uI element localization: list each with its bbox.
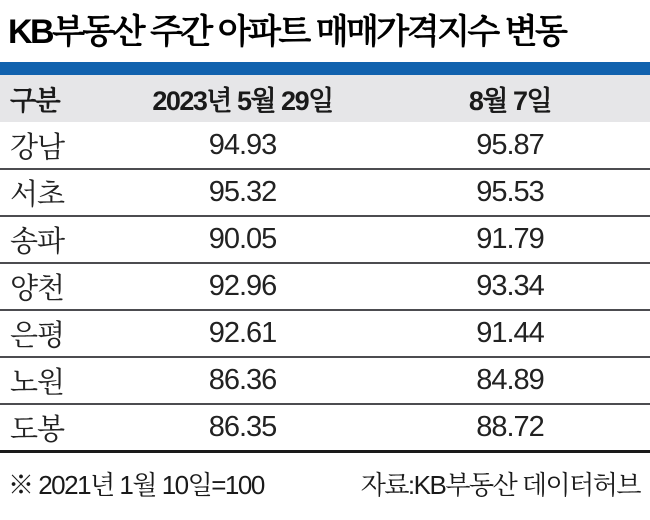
table-header — [0, 75, 650, 122]
index-value-aug7: 84.89 — [476, 364, 544, 396]
district-label: 송파 — [10, 226, 65, 258]
index-value-may29: 95.32 — [208, 176, 277, 208]
table-row — [0, 169, 650, 216]
accent-bar — [0, 62, 650, 75]
table-row — [0, 357, 650, 404]
district-label: 서초 — [10, 179, 65, 211]
index-value-may29: 92.96 — [208, 270, 277, 302]
table-row — [0, 263, 650, 310]
table-row — [0, 122, 650, 169]
district-label: 도봉 — [10, 413, 65, 446]
table-row — [0, 310, 650, 357]
district-label: 은평 — [10, 320, 65, 352]
district-label: 노원 — [10, 367, 65, 399]
district-label: 강남 — [10, 131, 65, 164]
table-row — [0, 216, 650, 263]
column-header-category: 구분 — [10, 86, 60, 116]
index-value-aug7: 88.72 — [476, 410, 544, 443]
column-header-aug7: 8월 7일 — [468, 86, 552, 116]
table-header-row — [0, 75, 650, 122]
column-header-may29: 2023년 5월 29일 — [152, 86, 333, 116]
table-body — [0, 122, 650, 451]
index-value-may29: 94.93 — [208, 128, 277, 161]
index-value-aug7: 93.34 — [476, 270, 544, 302]
page-title: KB부동산 주간 아파트 매매가격지수 변동 — [8, 13, 566, 51]
index-value-aug7: 91.79 — [476, 223, 544, 255]
index-value-aug7: 95.87 — [476, 128, 544, 161]
table-row — [0, 404, 650, 451]
data-source: 자료:KB부동산 데이터허브 — [360, 469, 640, 500]
district-label: 양천 — [10, 273, 65, 305]
index-value-may29: 90.05 — [208, 223, 277, 255]
index-value-aug7: 95.53 — [476, 176, 544, 208]
index-value-may29: 86.35 — [208, 410, 277, 443]
index-value-aug7: 91.44 — [476, 317, 544, 349]
base-index-note: ※ 2021년 1월 10일=100 — [8, 469, 264, 500]
index-value-may29: 86.36 — [208, 364, 277, 396]
index-value-may29: 92.61 — [208, 317, 277, 349]
table-footer — [0, 453, 650, 502]
price-index-table — [0, 75, 650, 453]
